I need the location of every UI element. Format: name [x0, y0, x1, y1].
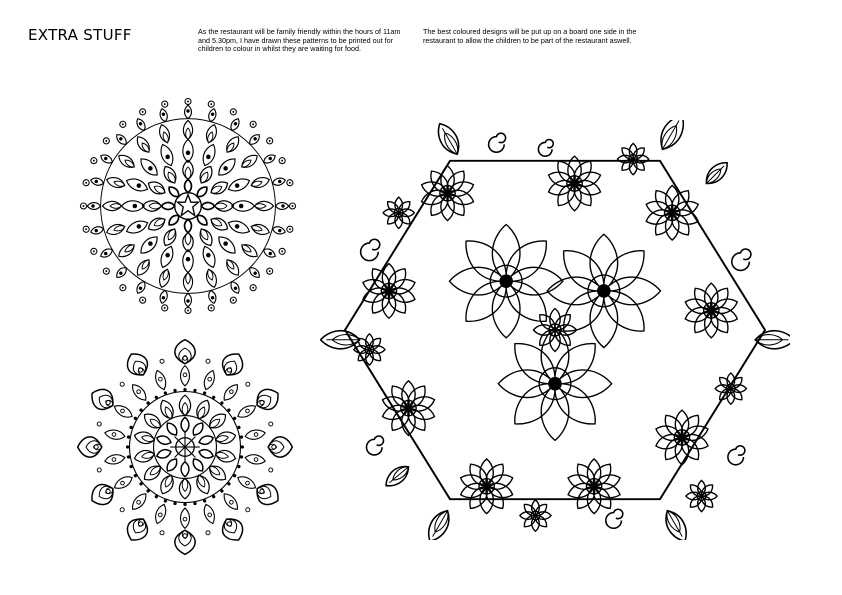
mandala-bottom-left: [74, 336, 296, 558]
description-note-2: The best coloured designs will be put up on a board one side in the restaurant to allow the children to be part of the restaurant aswell.: [423, 27, 637, 45]
mandala-top-left: [74, 92, 302, 320]
page-title: EXTRA STUFF: [28, 26, 132, 44]
floral-hexagon-pattern: [320, 120, 790, 540]
description-note-1: As the restaurant will be family friendly within the hours of 11am and 5.30pm, I have drawn these patterns to be printed out for children to colour in whilst they are waiting for food.: [198, 27, 401, 54]
